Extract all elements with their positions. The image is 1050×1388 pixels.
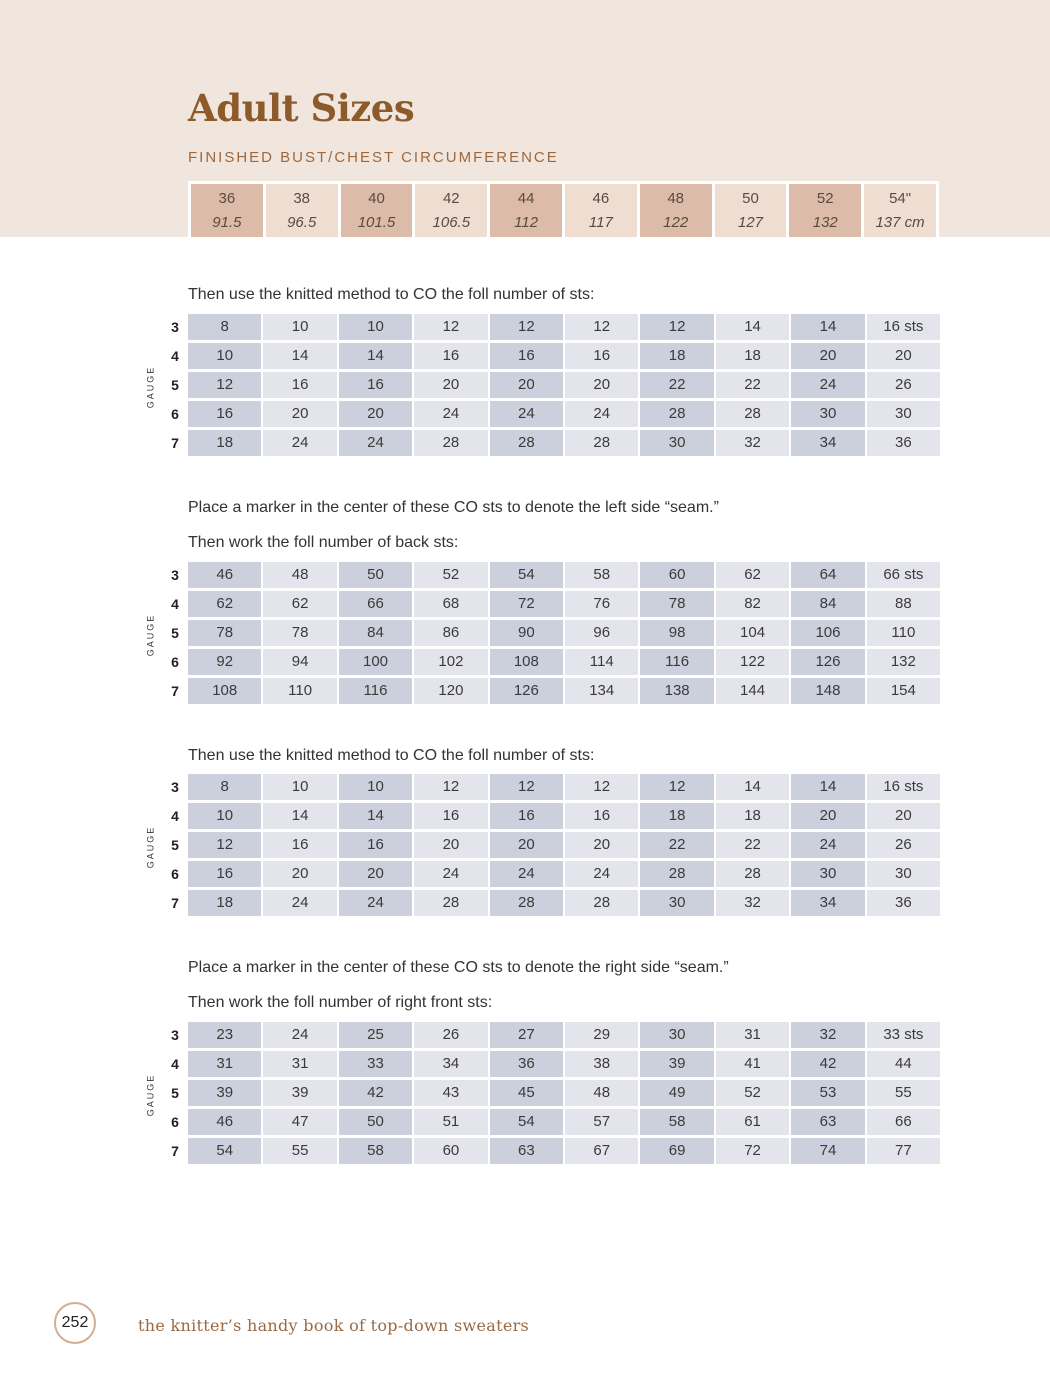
table-cell: 26 — [867, 832, 940, 858]
table-cell: 62 — [188, 591, 261, 617]
table-cell: 63 — [490, 1138, 563, 1164]
table-cell: 96 — [565, 620, 638, 646]
table-cell: 14 — [791, 314, 864, 340]
table-cell: 28 — [640, 401, 713, 427]
table-cell: 39 — [263, 1080, 336, 1106]
table-cell: 8 — [188, 314, 261, 340]
table-cell: 78 — [188, 620, 261, 646]
gauge-value: 7 — [171, 895, 179, 911]
table-cell: 69 — [640, 1138, 713, 1164]
table-cell: 92 — [188, 649, 261, 675]
table-cell: 16 — [414, 803, 487, 829]
gauge-axis-label: GAUGE — [145, 825, 156, 868]
table-cell: 134 — [565, 678, 638, 704]
table-cell: 10 — [263, 774, 336, 800]
table-cell: 24 — [565, 401, 638, 427]
table-cell: 47 — [263, 1109, 336, 1135]
table-cell: 28 — [490, 890, 563, 916]
table-cell: 53 — [791, 1080, 864, 1106]
size-cell: 50 127 — [715, 184, 790, 237]
table-cell: 20 — [339, 401, 412, 427]
table-cell: 42 — [791, 1051, 864, 1077]
instruction-text: Then work the foll number of right front sts: — [188, 994, 493, 1011]
table-cell: 20 — [867, 343, 940, 369]
table-cell: 20 — [414, 832, 487, 858]
table-cell: 18 — [188, 430, 261, 456]
table-cell: 43 — [414, 1080, 487, 1106]
book-title: the knitter’s handy book of top-down sweaters — [138, 1316, 530, 1335]
table-cell: 16 sts — [867, 314, 940, 340]
table-cell: 77 — [867, 1138, 940, 1164]
table-cell: 16 sts — [867, 774, 940, 800]
gauge-value: 7 — [171, 1143, 179, 1159]
table-row — [140, 861, 940, 890]
table-cell: 48 — [565, 1080, 638, 1106]
table-cell: 46 — [188, 1109, 261, 1135]
table-cell: 28 — [716, 401, 789, 427]
gauge-axis-label: GAUGE — [145, 365, 156, 408]
instruction-text: Place a marker in the center of these CO sts to denote the right side “seam.” — [188, 959, 729, 976]
instruction-text: Then work the foll number of back sts: — [188, 534, 459, 551]
table-cell: 22 — [716, 372, 789, 398]
table-cell: 36 — [867, 890, 940, 916]
table-cell: 16 — [188, 401, 261, 427]
table-cell: 24 — [263, 890, 336, 916]
size-cell: 48 122 — [640, 184, 715, 237]
section-subtitle: FINISHED BUST/CHEST CIRCUMFERENCE — [188, 149, 559, 166]
gauge-value: 4 — [171, 596, 179, 612]
table-row — [140, 591, 940, 620]
table-cell: 132 — [867, 649, 940, 675]
gauge-value: 4 — [171, 1056, 179, 1072]
gauge-value: 5 — [171, 1085, 179, 1101]
gauge-value: 6 — [171, 406, 179, 422]
gauge-table — [140, 562, 940, 707]
table-cell: 30 — [791, 861, 864, 887]
table-row — [140, 890, 940, 919]
table-cell: 18 — [640, 343, 713, 369]
table-cell: 64 — [791, 562, 864, 588]
table-cell: 98 — [640, 620, 713, 646]
size-cell: 38 96.5 — [266, 184, 341, 237]
table-cell: 22 — [716, 832, 789, 858]
table-cell: 20 — [490, 832, 563, 858]
table-cell: 31 — [188, 1051, 261, 1077]
table-cell: 108 — [188, 678, 261, 704]
gauge-table — [140, 1022, 940, 1167]
table-cell: 61 — [716, 1109, 789, 1135]
table-cell: 28 — [490, 430, 563, 456]
table-cell: 41 — [716, 1051, 789, 1077]
table-cell: 16 — [490, 803, 563, 829]
table-cell: 12 — [188, 832, 261, 858]
table-cell: 20 — [565, 372, 638, 398]
table-row — [140, 803, 940, 832]
table-row — [140, 401, 940, 430]
table-cell: 24 — [339, 890, 412, 916]
table-cell: 20 — [339, 861, 412, 887]
size-cell: 42 106.5 — [415, 184, 490, 237]
table-cell: 16 — [263, 832, 336, 858]
table-cell: 24 — [263, 430, 336, 456]
table-cell: 78 — [640, 591, 713, 617]
table-cell: 20 — [791, 803, 864, 829]
table-cell: 14 — [339, 803, 412, 829]
table-cell: 20 — [867, 803, 940, 829]
table-cell: 10 — [188, 803, 261, 829]
gauge-value: 5 — [171, 837, 179, 853]
table-row — [140, 832, 940, 861]
table-cell: 55 — [867, 1080, 940, 1106]
table-cell: 12 — [640, 314, 713, 340]
table-cell: 66 — [867, 1109, 940, 1135]
table-cell: 86 — [414, 620, 487, 646]
table-cell: 154 — [867, 678, 940, 704]
table-cell: 14 — [716, 774, 789, 800]
table-cell: 22 — [640, 372, 713, 398]
table-cell: 50 — [339, 1109, 412, 1135]
size-cell: 46 117 — [565, 184, 640, 237]
table-cell: 12 — [640, 774, 713, 800]
gauge-value: 6 — [171, 1114, 179, 1130]
instruction-text: Place a marker in the center of these CO sts to denote the left side “seam.” — [188, 499, 719, 516]
table-cell: 14 — [263, 343, 336, 369]
table-cell: 28 — [565, 430, 638, 456]
table-cell: 51 — [414, 1109, 487, 1135]
page-title: Adult Sizes — [188, 86, 415, 130]
table-cell: 20 — [791, 343, 864, 369]
table-cell: 14 — [263, 803, 336, 829]
table-cell: 16 — [490, 343, 563, 369]
gauge-value: 3 — [171, 1027, 179, 1043]
table-cell: 144 — [716, 678, 789, 704]
table-cell: 30 — [640, 430, 713, 456]
table-cell: 12 — [565, 314, 638, 340]
table-cell: 58 — [640, 1109, 713, 1135]
table-cell: 26 — [867, 372, 940, 398]
size-cell: 44 112 — [490, 184, 565, 237]
table-cell: 30 — [640, 1022, 713, 1048]
table-row — [140, 620, 940, 649]
table-cell: 16 — [339, 372, 412, 398]
table-cell: 14 — [716, 314, 789, 340]
gauge-value: 3 — [171, 319, 179, 335]
table-cell: 10 — [339, 314, 412, 340]
table-cell: 16 — [565, 803, 638, 829]
table-cell: 30 — [791, 401, 864, 427]
table-cell: 74 — [791, 1138, 864, 1164]
table-cell: 106 — [791, 620, 864, 646]
table-cell: 120 — [414, 678, 487, 704]
table-cell: 12 — [490, 774, 563, 800]
table-cell: 36 — [490, 1051, 563, 1077]
table-cell: 30 — [640, 890, 713, 916]
table-cell: 24 — [339, 430, 412, 456]
table-cell: 24 — [414, 401, 487, 427]
gauge-value: 7 — [171, 683, 179, 699]
table-cell: 148 — [791, 678, 864, 704]
table-cell: 66 — [339, 591, 412, 617]
size-cell: 36 91.5 — [191, 184, 266, 237]
table-row — [140, 774, 940, 803]
gauge-value: 3 — [171, 567, 179, 583]
table-cell: 25 — [339, 1022, 412, 1048]
size-header-row — [188, 181, 939, 237]
table-cell: 18 — [716, 803, 789, 829]
table-cell: 54 — [490, 562, 563, 588]
table-cell: 60 — [640, 562, 713, 588]
table-cell: 22 — [640, 832, 713, 858]
table-cell: 114 — [565, 649, 638, 675]
table-cell: 78 — [263, 620, 336, 646]
table-row — [140, 343, 940, 372]
table-row — [140, 1109, 940, 1138]
gauge-axis-label: GAUGE — [145, 613, 156, 656]
table-cell: 90 — [490, 620, 563, 646]
table-cell: 100 — [339, 649, 412, 675]
table-row — [140, 1138, 940, 1167]
table-cell: 16 — [263, 372, 336, 398]
table-cell: 20 — [263, 861, 336, 887]
instruction-text: Then use the knitted method to CO the foll number of sts: — [188, 286, 595, 303]
table-cell: 20 — [263, 401, 336, 427]
gauge-axis-label: GAUGE — [145, 1073, 156, 1116]
table-cell: 28 — [414, 890, 487, 916]
table-cell: 20 — [414, 372, 487, 398]
gauge-value: 6 — [171, 654, 179, 670]
table-cell: 72 — [490, 591, 563, 617]
table-cell: 18 — [188, 890, 261, 916]
table-cell: 62 — [716, 562, 789, 588]
table-cell: 116 — [640, 649, 713, 675]
instruction-text: Then use the knitted method to CO the foll number of sts: — [188, 747, 595, 764]
table-cell: 52 — [716, 1080, 789, 1106]
table-cell: 24 — [791, 372, 864, 398]
table-cell: 44 — [867, 1051, 940, 1077]
table-cell: 42 — [339, 1080, 412, 1106]
table-row — [140, 430, 940, 459]
table-cell: 18 — [640, 803, 713, 829]
table-cell: 58 — [339, 1138, 412, 1164]
table-cell: 24 — [565, 861, 638, 887]
table-cell: 28 — [565, 890, 638, 916]
table-cell: 110 — [263, 678, 336, 704]
table-cell: 31 — [263, 1051, 336, 1077]
table-cell: 110 — [867, 620, 940, 646]
table-cell: 24 — [490, 861, 563, 887]
table-cell: 84 — [339, 620, 412, 646]
table-cell: 67 — [565, 1138, 638, 1164]
table-cell: 20 — [490, 372, 563, 398]
gauge-table — [140, 774, 940, 919]
table-cell: 14 — [791, 774, 864, 800]
table-cell: 102 — [414, 649, 487, 675]
table-cell: 34 — [791, 890, 864, 916]
table-cell: 32 — [791, 1022, 864, 1048]
gauge-table — [140, 314, 940, 459]
table-cell: 31 — [716, 1022, 789, 1048]
table-cell: 54 — [490, 1109, 563, 1135]
gauge-value: 5 — [171, 625, 179, 641]
table-row — [140, 314, 940, 343]
table-cell: 62 — [263, 591, 336, 617]
table-cell: 54 — [188, 1138, 261, 1164]
table-cell: 27 — [490, 1022, 563, 1048]
table-cell: 24 — [414, 861, 487, 887]
table-cell: 30 — [867, 861, 940, 887]
table-cell: 55 — [263, 1138, 336, 1164]
table-cell: 66 sts — [867, 562, 940, 588]
table-cell: 60 — [414, 1138, 487, 1164]
table-cell: 72 — [716, 1138, 789, 1164]
table-cell: 10 — [263, 314, 336, 340]
table-row — [140, 1051, 940, 1080]
table-cell: 24 — [263, 1022, 336, 1048]
table-row — [140, 372, 940, 401]
table-cell: 52 — [414, 562, 487, 588]
table-cell: 49 — [640, 1080, 713, 1106]
table-row — [140, 562, 940, 591]
table-cell: 34 — [414, 1051, 487, 1077]
gauge-value: 3 — [171, 779, 179, 795]
table-cell: 50 — [339, 562, 412, 588]
table-cell: 16 — [414, 343, 487, 369]
table-cell: 12 — [188, 372, 261, 398]
table-cell: 104 — [716, 620, 789, 646]
table-cell: 116 — [339, 678, 412, 704]
table-cell: 46 — [188, 562, 261, 588]
table-cell: 57 — [565, 1109, 638, 1135]
gauge-value: 5 — [171, 377, 179, 393]
gauge-value: 7 — [171, 435, 179, 451]
table-cell: 20 — [565, 832, 638, 858]
table-cell: 12 — [414, 774, 487, 800]
table-cell: 76 — [565, 591, 638, 617]
table-cell: 30 — [867, 401, 940, 427]
table-row — [140, 1022, 940, 1051]
table-cell: 126 — [490, 678, 563, 704]
gauge-value: 6 — [171, 866, 179, 882]
table-cell: 18 — [716, 343, 789, 369]
table-cell: 12 — [414, 314, 487, 340]
table-row — [140, 1080, 940, 1109]
table-cell: 16 — [339, 832, 412, 858]
table-cell: 16 — [565, 343, 638, 369]
table-cell: 94 — [263, 649, 336, 675]
table-cell: 8 — [188, 774, 261, 800]
table-cell: 38 — [565, 1051, 638, 1077]
table-cell: 26 — [414, 1022, 487, 1048]
table-cell: 12 — [565, 774, 638, 800]
table-cell: 84 — [791, 591, 864, 617]
size-cell: 40 101.5 — [341, 184, 416, 237]
gauge-value: 4 — [171, 808, 179, 824]
table-cell: 14 — [339, 343, 412, 369]
table-row — [140, 678, 940, 707]
table-cell: 28 — [716, 861, 789, 887]
table-cell: 34 — [791, 430, 864, 456]
table-cell: 58 — [565, 562, 638, 588]
table-cell: 24 — [490, 401, 563, 427]
table-cell: 28 — [640, 861, 713, 887]
table-cell: 33 — [339, 1051, 412, 1077]
table-cell: 39 — [188, 1080, 261, 1106]
table-cell: 63 — [791, 1109, 864, 1135]
table-cell: 88 — [867, 591, 940, 617]
table-cell: 68 — [414, 591, 487, 617]
table-cell: 10 — [188, 343, 261, 369]
table-cell: 82 — [716, 591, 789, 617]
table-cell: 10 — [339, 774, 412, 800]
table-cell: 108 — [490, 649, 563, 675]
table-cell: 39 — [640, 1051, 713, 1077]
table-cell: 16 — [188, 861, 261, 887]
size-cell: 52 132 — [789, 184, 864, 237]
table-cell: 122 — [716, 649, 789, 675]
table-cell: 126 — [791, 649, 864, 675]
table-cell: 48 — [263, 562, 336, 588]
table-cell: 138 — [640, 678, 713, 704]
gauge-value: 4 — [171, 348, 179, 364]
table-cell: 32 — [716, 890, 789, 916]
page-number: 252 — [54, 1302, 96, 1344]
table-cell: 45 — [490, 1080, 563, 1106]
table-cell: 23 — [188, 1022, 261, 1048]
table-row — [140, 649, 940, 678]
table-cell: 28 — [414, 430, 487, 456]
table-cell: 32 — [716, 430, 789, 456]
size-cell: 54" 137 cm — [864, 184, 936, 237]
table-cell: 36 — [867, 430, 940, 456]
table-cell: 12 — [490, 314, 563, 340]
table-cell: 24 — [791, 832, 864, 858]
table-cell: 29 — [565, 1022, 638, 1048]
table-cell: 33 sts — [867, 1022, 940, 1048]
